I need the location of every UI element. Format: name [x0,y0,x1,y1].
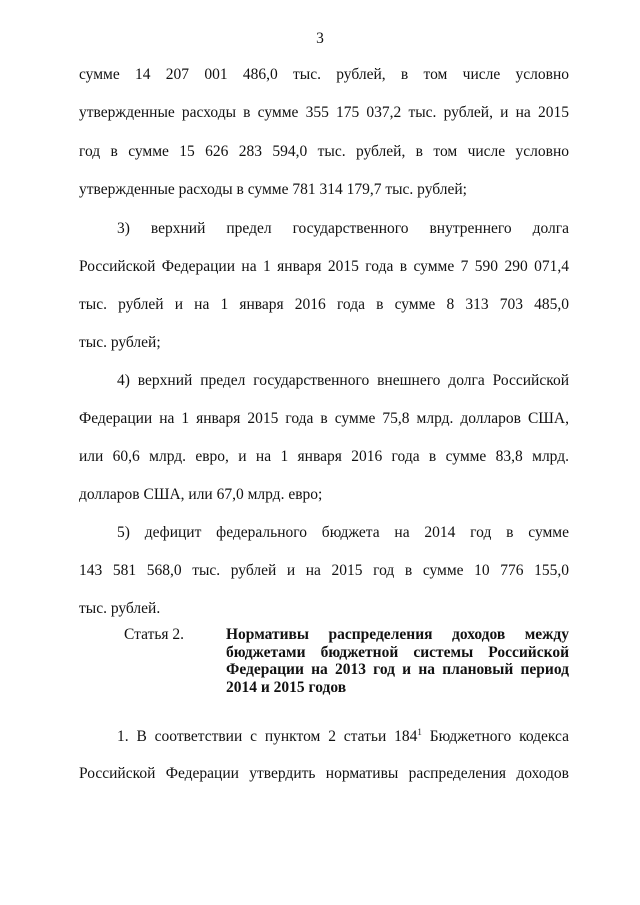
text-line: 143 581 568,0 тыс. рублей и на 2015 год в сумме 10 776 155,0 [79,562,569,579]
text-line: тыс. рублей. [79,600,161,617]
article-label: Статья 2. [124,626,185,643]
text-line: 3) верхний предел государственного внутреннего долга [117,220,569,237]
text-line: Федерации на 1 января 2015 года в сумме 75,8 млрд. долларов США, [79,410,569,427]
article-title-line: 2014 и 2015 годов [226,678,347,696]
text-line: тыс. рублей и на 1 января 2016 года в сумме 8 313 703 485,0 [79,296,569,313]
text-line: утвержденные расходы в сумме 781 314 179,7 тыс. рублей; [79,181,467,198]
paragraph-line [117,727,569,747]
text-line: тыс. рублей; [79,334,161,351]
paragraph-line: Российской Федерации утвердить нормативы распределения доходов [79,765,569,782]
text-line: 4) верхний предел государственного внешнего долга Российской [117,372,569,389]
article-title [226,626,569,696]
text-line: долларов США, или 67,0 млрд. евро; [79,486,323,503]
page-number: 3 [316,30,324,47]
paragraph-text: Бюджетного кодекса [421,728,569,745]
text-line: или 60,6 млрд. евро, и на 1 января 2016 года в сумме 83,8 млрд. [79,448,569,465]
paragraph-text: 1. В соответствии с пунктом 2 статьи 184 [117,728,418,745]
text-line: Российской Федерации на 1 января 2015 года в сумме 7 590 290 071,4 [79,258,569,275]
article-title-line: бюджетами бюджетной системы Российской [226,643,569,661]
text-line: 5) дефицит федерального бюджета на 2014 год в сумме [117,524,569,541]
text-line: год в сумме 15 626 283 594,0 тыс. рублей, в том числе условно [79,143,569,160]
text-line: сумме 14 207 001 486,0 тыс. рублей, в том числе условно [79,66,569,83]
article-title-line: Нормативы распределения доходов между [226,626,569,643]
article-title-line: Федерации на 2013 год и на плановый период [226,661,569,678]
footnote-superscript: 1 [417,727,422,737]
text-line: утвержденные расходы в сумме 355 175 037,2 тыс. рублей, и на 2015 [79,104,569,121]
